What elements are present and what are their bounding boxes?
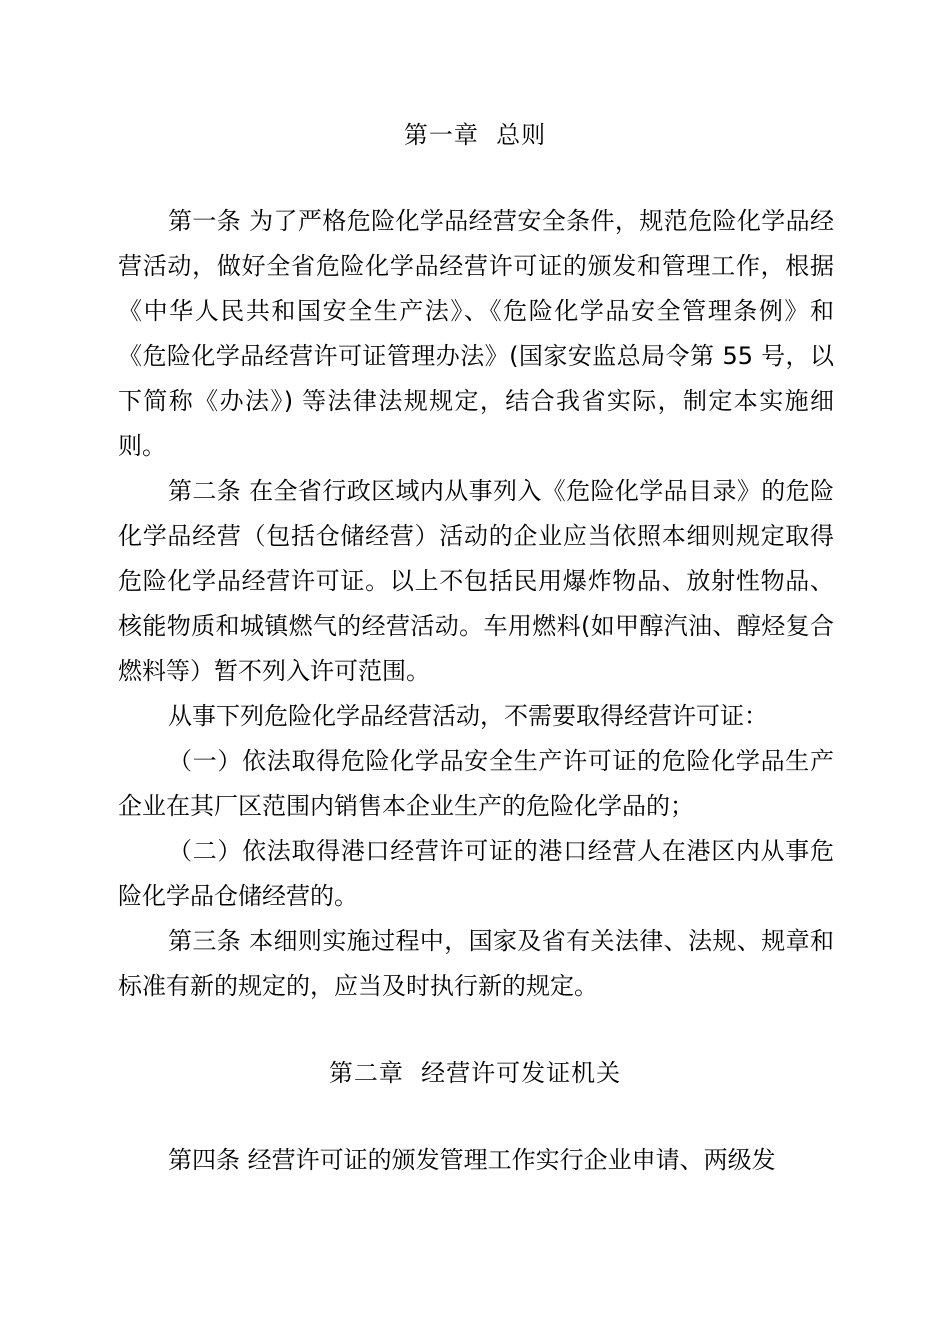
article-1-paragraph: 第一条 为了严格危险化学品经营安全条件，规范危险化学品经营活动，做好全省危险化学品经营许可证的颁发和管理工作，根据《中华人民共和国安全生产法》、《危险化学品安全管理条例》和《危险化学品经营许可证管理办法》(国家安监总局令第 55 号，以下简称《办法》) 等法律法规规定，结合我省实际，制定本实施细则。 [118,207,834,460]
exemption-intro-paragraph: 从事下列危险化学品经营活动，不需要取得经营许可证： [168,702,768,730]
article-4-paragraph: 第四条 经营许可证的颁发管理工作实行企业申请、两级发 [168,1146,776,1174]
chapter-2-title: 第二章 经营许可发证机关 [328,1059,622,1087]
article-2-paragraph: 第二条 在全省行政区域内从事列入《危险化学品目录》的危险化学品经营（包括仓储经营）活动的企业应当依照本细则规定取得危险化学品经营许可证。以上不包括民用爆炸物品、放射性物品、核能物质和城镇燃气的经营活动。车用燃料(如甲醇汽油、醇烃复合燃料等）暂不列入许可范围。 [118,477,834,685]
exemption-item-1-paragraph: （一）依法取得危险化学品安全生产许可证的危险化学品生产企业在其厂区范围内销售本企业生产的危险化学品的； [118,747,834,820]
exemption-item-2-paragraph: （二）依法取得港口经营许可证的港口经营人在港区内从事危险化学品仓储经营的。 [118,837,834,910]
chapter-1-title: 第一章 总则 [403,121,547,149]
article-3-paragraph: 第三条 本细则实施过程中，国家及省有关法律、法规、规章和标准有新的规定的，应当及时执行新的规定。 [118,927,834,1000]
